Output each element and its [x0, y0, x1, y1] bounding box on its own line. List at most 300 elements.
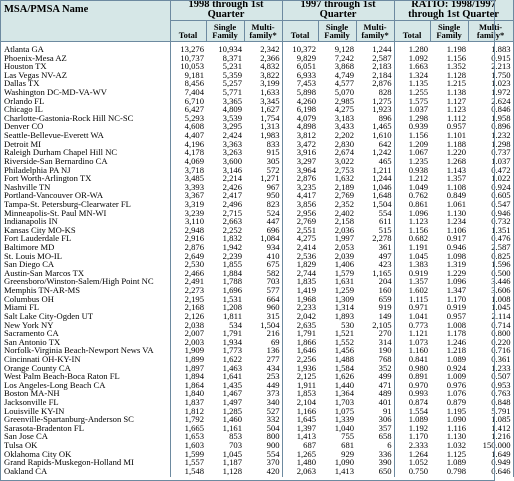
- cell-1998-single: 1,811: [222, 310, 242, 321]
- cell-ratio-total: 0.682: [408, 233, 429, 244]
- cell-ratio-multi: 3.446: [468, 277, 513, 286]
- cell-1997-total: 1,646: [296, 345, 317, 356]
- cell-ratio-multi: 0.800: [468, 329, 513, 338]
- cell-1998-total: 3,393: [184, 181, 204, 192]
- cell-1997-total: 1,397: [296, 422, 317, 433]
- cell-msa-name: Cincinnati OH-KY-IN: [0, 355, 170, 364]
- cell-ratio-single: 1.061: [446, 198, 467, 209]
- cell-1997-multi: 1,244: [356, 174, 394, 183]
- cell-ratio-single: 1.234: [446, 216, 467, 227]
- cell-msa-name: Oklahoma City OK: [0, 450, 170, 459]
- cell-1998-multi: 934: [244, 243, 282, 252]
- cell-1998-multi: 332: [244, 415, 282, 424]
- cell-1998-single: 1,641: [222, 371, 242, 382]
- cell-1997-total: 1,419: [296, 285, 317, 296]
- cell-1997-single: 1,090: [334, 457, 355, 468]
- cell-1998-single: 1,934: [222, 336, 242, 347]
- cell-ratio-single: 0.957: [446, 121, 467, 132]
- cell-1997-multi: 1,923: [356, 105, 394, 114]
- cell-msa-name: Fort Worth-Arlington TX: [0, 174, 170, 183]
- cell-ratio-single: 1.096: [446, 276, 467, 287]
- cell-1997-total: 6,051: [296, 61, 317, 72]
- cell-ratio-total: 0.773: [408, 319, 429, 330]
- cell-ratio-multi: 0.846: [468, 105, 513, 114]
- cell-1998-single: 2,417: [222, 190, 242, 201]
- cell-1997-single: 2,830: [334, 138, 355, 149]
- cell-ratio-multi: 0.737: [468, 148, 513, 157]
- cell-1998-single: 5,257: [222, 78, 242, 89]
- cell-1998-multi: 305: [244, 157, 282, 166]
- cell-1997-single: 1,075: [334, 405, 355, 416]
- cell-ratio-single: 1.116: [447, 422, 467, 433]
- cell-1997-single: 1,456: [334, 345, 355, 356]
- cell-msa-name: Washington DC-MD-VA-WV: [0, 88, 170, 97]
- cell-msa-name: Sacramento CA: [0, 329, 170, 338]
- cell-msa-name: Philadelphia PA NJ: [0, 166, 170, 175]
- cell-msa-name: Columbus OH: [0, 295, 170, 304]
- cell-1998-total: 1,548: [184, 465, 204, 476]
- cell-1998-single: 2,426: [222, 181, 242, 192]
- cell-1998-multi: 2,342: [244, 42, 282, 54]
- cell-ratio-single: 0.976: [446, 379, 467, 390]
- cell-1998-total: 4,608: [184, 121, 204, 132]
- cell-ratio-total: 1.092: [408, 52, 429, 63]
- cell-1998-single: 853: [229, 431, 242, 442]
- cell-1998-total: 2,003: [184, 336, 204, 347]
- cell-1998-total: 2,007: [184, 328, 204, 339]
- cell-ratio-single: 1.123: [446, 104, 467, 115]
- cell-ratio-total: 0.891: [408, 371, 429, 382]
- cell-1997-single: 1,552: [334, 336, 355, 347]
- cell-1997-total: 2,414: [296, 242, 317, 253]
- cell-1997-single: 1,631: [334, 276, 355, 287]
- cell-1997-total: 1,911: [297, 379, 317, 390]
- cell-msa-name: San Diego CA: [0, 260, 170, 269]
- cell-msa-name: Greenville-Spartanburg-Anderson SC: [0, 415, 170, 424]
- header-1997-single: Single Family: [318, 21, 356, 42]
- cell-1998-total: 10,737: [180, 52, 204, 63]
- cell-1998-total: 1,653: [184, 431, 204, 442]
- cell-1997-total: 6,933: [296, 69, 317, 80]
- cell-1998-single: 1,773: [222, 345, 242, 356]
- cell-1997-multi: 1,244: [356, 42, 394, 54]
- cell-1998-total: 1,792: [184, 414, 204, 425]
- cell-1998-multi: 823: [244, 200, 282, 209]
- cell-1998-single: 3,600: [222, 155, 242, 166]
- header-1997: 1997 through 1st Quarter: [282, 0, 394, 21]
- cell-1997-total: 1,968: [296, 293, 317, 304]
- cell-1998-single: 2,663: [222, 216, 242, 227]
- cell-1997-single: 1,040: [334, 422, 355, 433]
- cell-1997-single: 2,402: [334, 207, 355, 218]
- cell-ratio-single: 1.218: [446, 345, 467, 356]
- cell-1997-single: 3,022: [334, 155, 355, 166]
- cell-ratio-total: 0.762: [408, 190, 429, 201]
- cell-1998-single: 1,791: [222, 328, 242, 339]
- cell-1997-single: 1,626: [334, 371, 355, 382]
- cell-1998-multi: 253: [244, 372, 282, 381]
- cell-1997-total: 6,198: [296, 104, 317, 115]
- cell-1997-multi: 6: [356, 441, 394, 450]
- cell-1998-total: 1,812: [184, 405, 204, 416]
- cell-ratio-total: 1.096: [408, 207, 429, 218]
- cell-1998-total: 1,599: [184, 448, 204, 459]
- cell-1998-multi: 577: [244, 286, 282, 295]
- cell-ratio-multi: 1.883: [468, 42, 513, 54]
- cell-1998-single: 1,045: [222, 448, 242, 459]
- cell-ratio-multi: 0.949: [468, 458, 513, 467]
- cell-1997-single: 2,985: [334, 95, 355, 106]
- cell-msa-name: Salt Lake City-Ogden UT: [0, 312, 170, 321]
- cell-ratio-multi: 5.791: [468, 407, 513, 416]
- cell-1997-total: 3,812: [296, 130, 317, 141]
- cell-msa-name: New York NY: [0, 321, 170, 330]
- cell-1997-multi: 658: [356, 432, 394, 441]
- cell-1997-single: 2,053: [334, 242, 355, 253]
- cell-ratio-multi: 1.216: [468, 432, 513, 441]
- cell-1997-total: 2,125: [296, 371, 317, 382]
- cell-1998-multi: 420: [244, 467, 282, 478]
- cell-1998-single: 1,497: [222, 396, 242, 407]
- cell-1998-single: 5,771: [222, 87, 242, 98]
- cell-ratio-single: 1.089: [446, 353, 467, 364]
- cell-1998-multi: 582: [244, 269, 282, 278]
- cell-ratio-single: 1.125: [446, 448, 467, 459]
- cell-1998-multi: 960: [244, 303, 282, 312]
- cell-ratio-multi: 1.037: [468, 157, 513, 166]
- cell-1998-multi: 664: [244, 295, 282, 304]
- cell-ratio-total: 0.993: [408, 388, 429, 399]
- cell-1997-single: 2,158: [334, 216, 355, 227]
- cell-1998-total: 3,239: [184, 207, 204, 218]
- cell-ratio-single: 1.090: [446, 414, 467, 425]
- cell-ratio-total: 0.861: [408, 198, 429, 209]
- cell-1997-single: 3,433: [334, 121, 355, 132]
- cell-ratio-single: 1.347: [446, 285, 467, 296]
- cell-1997-total: 2,104: [296, 396, 317, 407]
- cell-1998-multi: 703: [244, 277, 282, 286]
- cell-1998-total: 2,195: [184, 293, 204, 304]
- cell-msa-name: Louisville KY-IN: [0, 407, 170, 416]
- cell-1997-total: 4,898: [296, 121, 317, 132]
- cell-1998-total: 1,837: [184, 396, 204, 407]
- cell-1997-total: 1,829: [296, 259, 317, 270]
- cell-1998-multi: 410: [244, 252, 282, 261]
- cell-ratio-multi: 1.412: [468, 424, 513, 433]
- cell-msa-name: Phoenix-Mesa AZ: [0, 54, 170, 63]
- cell-msa-name: Fort Lauderdale FL: [0, 234, 170, 243]
- cell-1997-multi: 2,587: [356, 54, 394, 63]
- cell-1997-multi: 828: [356, 88, 394, 97]
- cell-1998-single: 3,295: [222, 121, 242, 132]
- cell-ratio-total: 0.919: [408, 267, 429, 278]
- cell-1997-multi: 515: [356, 226, 394, 235]
- cell-1998-total: 2,916: [184, 233, 204, 244]
- cell-ratio-multi: 0.924: [468, 183, 513, 192]
- cell-ratio-single: 1.032: [446, 440, 467, 451]
- cell-1997-single: 4,275: [334, 104, 355, 115]
- cell-msa-name: Riverside-San Bernardino CA: [0, 157, 170, 166]
- cell-1997-multi: 896: [356, 114, 394, 123]
- cell-1998-multi: 1,983: [244, 131, 282, 140]
- cell-ratio-single: 1.198: [446, 44, 467, 54]
- cell-1998-total: 10,053: [180, 61, 204, 72]
- cell-1998-single: 2,424: [222, 130, 242, 141]
- cell-ratio-single: 1.130: [446, 207, 467, 218]
- cell-1998-single: 4,809: [222, 104, 242, 115]
- cell-1997-single: 7,242: [334, 52, 355, 63]
- cell-1997-single: 1,440: [334, 379, 355, 390]
- cell-msa-name: Houston TX: [0, 62, 170, 71]
- cell-1997-total: 1,480: [296, 457, 317, 468]
- cell-1998-single: 1,161: [222, 422, 242, 433]
- cell-1998-multi: 340: [244, 398, 282, 407]
- cell-ratio-total: 1.115: [409, 293, 429, 304]
- cell-1997-single: 4,577: [334, 78, 355, 89]
- cell-1998-single: 3,363: [222, 138, 242, 149]
- cell-1998-multi: 3,345: [244, 97, 282, 106]
- cell-1998-total: 2,876: [184, 242, 204, 253]
- cell-1997-single: 1,406: [334, 259, 355, 270]
- cell-1997-total: 1,835: [296, 276, 317, 287]
- cell-msa-name: Dallas TX: [0, 79, 170, 88]
- cell-ratio-multi: 0.714: [468, 321, 513, 330]
- cell-ratio-single: 1.156: [446, 52, 467, 63]
- cell-1998-multi: 915: [244, 148, 282, 157]
- cell-1997-multi: 919: [356, 303, 394, 312]
- cell-1997-single: 2,036: [334, 224, 355, 235]
- cell-1998-total: 13,276: [180, 44, 204, 54]
- cell-1997-single: 9,128: [334, 44, 355, 54]
- cell-ratio-total: 1.045: [408, 250, 429, 261]
- cell-1997-total: 4,417: [296, 190, 317, 201]
- cell-ratio-total: 1.383: [408, 259, 429, 270]
- cell-1998-single: 1,467: [222, 388, 242, 399]
- cell-1997-single: 1,893: [334, 310, 355, 321]
- cell-1998-single: 1,942: [222, 242, 242, 253]
- cell-1998-multi: 1,504: [244, 321, 282, 330]
- cell-1998-total: 4,069: [184, 155, 204, 166]
- cell-ratio-single: 1.246: [446, 336, 467, 347]
- cell-ratio-single: 1.106: [446, 224, 467, 235]
- cell-1998-multi: 3,822: [244, 71, 282, 80]
- cell-1998-single: 1,435: [222, 379, 242, 390]
- cell-msa-name: Atlanta GA: [0, 42, 170, 54]
- cell-msa-name: Detroit MI: [0, 140, 170, 149]
- cell-1998-total: 1,899: [184, 353, 204, 364]
- cell-1997-single: 2,769: [334, 190, 355, 201]
- cell-1997-single: 1,413: [334, 465, 355, 476]
- cell-1997-total: 3,297: [296, 155, 317, 166]
- cell-1998-multi: 447: [244, 217, 282, 226]
- cell-1997-multi: 489: [356, 389, 394, 398]
- cell-1998-single: 2,715: [222, 207, 242, 218]
- cell-ratio-multi: 1.085: [468, 415, 513, 424]
- cell-1997-multi: 357: [356, 424, 394, 433]
- cell-ratio-total: 0.874: [408, 396, 429, 407]
- cell-1997-multi: 91: [356, 407, 394, 416]
- cell-1998-total: 1,909: [184, 345, 204, 356]
- cell-1997-total: 2,063: [296, 465, 317, 476]
- cell-1997-multi: 352: [356, 364, 394, 373]
- cell-1998-single: 1,788: [222, 276, 242, 287]
- cell-1998-total: 2,491: [184, 276, 204, 287]
- cell-1997-total: 3,916: [296, 147, 317, 158]
- cell-1998-total: 2,948: [184, 224, 204, 235]
- cell-1997-single: 2,039: [334, 250, 355, 261]
- cell-1998-single: 10,934: [218, 44, 242, 54]
- cell-ratio-total: 1.235: [408, 155, 429, 166]
- cell-ratio-single: 1.170: [446, 293, 467, 304]
- cell-1998-single: 2,214: [222, 173, 242, 184]
- cell-ratio-single: 1.357: [446, 173, 467, 184]
- cell-1997-total: 2,233: [296, 302, 317, 313]
- cell-ratio-total: 1.191: [408, 242, 429, 253]
- cell-ratio-total: 1.156: [408, 224, 429, 235]
- cell-1997-total: 1,936: [296, 362, 317, 373]
- cell-msa-name: Grand Rapids-Muskegon-Holland MI: [0, 458, 170, 467]
- cell-1998-single: 1,208: [222, 302, 242, 313]
- cell-ratio-multi: 1.972: [468, 88, 513, 97]
- cell-ratio-multi: 0.953: [468, 381, 513, 390]
- cell-1998-total: 2,126: [184, 310, 204, 321]
- cell-ratio-total: 0.939: [408, 121, 429, 132]
- cell-ratio-multi: 0.547: [468, 200, 513, 209]
- cell-1997-single: 1,997: [334, 233, 355, 244]
- cell-1998-single: 1,463: [222, 362, 242, 373]
- cell-1997-multi: 497: [356, 252, 394, 261]
- cell-ratio-total: 1.073: [408, 336, 429, 347]
- cell-ratio-single: 0.849: [446, 190, 467, 201]
- cell-1997-single: 4,749: [334, 69, 355, 80]
- cell-1997-total: 2,551: [296, 224, 317, 235]
- cell-1997-multi: 204: [356, 277, 394, 286]
- cell-1997-single: 1,259: [334, 285, 355, 296]
- cell-1998-total: 1,665: [184, 422, 204, 433]
- cell-ratio-multi: 0.476: [468, 234, 513, 243]
- cell-ratio-total: 1.052: [408, 457, 429, 468]
- cell-1998-single: 2,239: [222, 250, 242, 261]
- cell-1997-total: 9,829: [296, 52, 317, 63]
- cell-ratio-single: 1.009: [446, 371, 467, 382]
- cell-msa-name: Denver CO: [0, 122, 170, 131]
- cell-1998-total: 1,840: [184, 388, 204, 399]
- cell-1997-multi: 650: [356, 467, 394, 478]
- cell-msa-name: San Antonio TX: [0, 338, 170, 347]
- cell-1997-multi: 768: [356, 355, 394, 364]
- cell-1998-single: 1,884: [222, 267, 242, 278]
- cell-1997-single: 755: [341, 431, 355, 442]
- cell-1997-single: 2,674: [334, 147, 355, 158]
- cell-ratio-total: 1.049: [408, 181, 429, 192]
- cell-1998-multi: 1,084: [244, 234, 282, 243]
- cell-1997-multi: 2,876: [356, 79, 394, 88]
- cell-1998-multi: 373: [244, 389, 282, 398]
- cell-1998-total: 6,427: [184, 104, 204, 115]
- cell-1998-single: 1,855: [222, 259, 242, 270]
- cell-msa-name: Boston MA-NH: [0, 389, 170, 398]
- cell-1997-multi: 2,183: [356, 62, 394, 71]
- cell-1998-single: 1,622: [222, 353, 242, 364]
- cell-ratio-single: 1.178: [446, 328, 467, 339]
- cell-1997-multi: 642: [356, 140, 394, 149]
- cell-1998-total: 7,404: [184, 87, 204, 98]
- cell-1998-multi: 833: [244, 140, 282, 149]
- cell-1997-multi: 149: [356, 312, 394, 321]
- cell-1998-single: 2,252: [222, 224, 242, 235]
- cell-ratio-total: 0.970: [408, 379, 429, 390]
- cell-ratio-multi: 1.596: [468, 260, 513, 269]
- cell-msa-name: Raleigh Durham Chapel Hill NC: [0, 148, 170, 157]
- header-1998-total: Total: [170, 21, 206, 42]
- cell-msa-name: Tampa-St. Petersburg-Clearwater FL: [0, 200, 170, 209]
- cell-1997-total: 1,166: [296, 405, 317, 416]
- cell-ratio-multi: 0.500: [468, 269, 513, 278]
- cell-1997-multi: 314: [356, 338, 394, 347]
- cell-ratio-total: 0.971: [408, 302, 429, 313]
- cell-ratio-multi: 0.763: [468, 389, 513, 398]
- cell-msa-name: Norfolk-Virginia Beach-Newport News VA: [0, 346, 170, 355]
- cell-1997-multi: 471: [356, 381, 394, 390]
- cell-ratio-multi: 2.213: [468, 62, 513, 71]
- cell-ratio-single: 0.946: [446, 242, 467, 253]
- cell-ratio-total: 1.192: [408, 422, 429, 433]
- cell-1997-multi: 423: [356, 260, 394, 269]
- cell-msa-name: Austin-San Marcos TX: [0, 269, 170, 278]
- cell-1997-total: 4,079: [296, 112, 317, 123]
- cell-1997-total: 4,260: [296, 95, 317, 106]
- cell-msa-name: Portland-Vancouver OR-WA: [0, 191, 170, 200]
- cell-1997-total: 2,876: [296, 173, 317, 184]
- cell-ratio-multi: 0.507: [468, 372, 513, 381]
- cell-1997-multi: 1,465: [356, 122, 394, 131]
- cell-1997-multi: 1,504: [356, 200, 394, 209]
- cell-1997-multi: 1,046: [356, 183, 394, 192]
- cell-1998-total: 2,168: [184, 302, 204, 313]
- cell-1998-total: 1,557: [184, 457, 204, 468]
- cell-1997-total: 1,413: [296, 431, 317, 442]
- cell-ratio-single: 0.798: [446, 465, 467, 476]
- cell-1998-multi: 554: [244, 450, 282, 459]
- cell-1998-total: 5,293: [184, 112, 204, 123]
- cell-ratio-single: 1.101: [446, 130, 467, 141]
- header-1997-multi: Multi-family*: [356, 21, 394, 42]
- cell-1997-multi: 336: [356, 450, 394, 459]
- cell-1998-multi: 1,627: [244, 105, 282, 114]
- cell-ratio-single: 0.919: [446, 302, 467, 313]
- cell-ratio-total: 0.841: [408, 353, 429, 364]
- cell-1998-total: 2,273: [184, 285, 204, 296]
- cell-1997-multi: 401: [356, 398, 394, 407]
- cell-ratio-total: 1.209: [408, 138, 429, 149]
- cell-1998-total: 1,864: [184, 379, 204, 390]
- cell-ratio-single: 1.008: [446, 319, 467, 330]
- cell-1997-total: 2,256: [296, 353, 317, 364]
- cell-1998-total: 1,897: [184, 362, 204, 373]
- cell-1998-total: 9,181: [184, 69, 204, 80]
- cell-msa-name: Minneapolis-St. Paul MN-WI: [0, 209, 170, 218]
- cell-msa-name: Jacksonville FL: [0, 398, 170, 407]
- cell-ratio-multi: 1.351: [468, 226, 513, 235]
- cell-1997-multi: 2,105: [356, 321, 394, 330]
- cell-1997-single: 2,352: [334, 198, 355, 209]
- cell-msa-name: Kansas City MO-KS: [0, 226, 170, 235]
- cell-1998-multi: 434: [244, 364, 282, 373]
- cell-ratio-total: 1.160: [408, 345, 429, 356]
- cell-1997-single: 530: [341, 319, 355, 330]
- cell-ratio-single: 1.130: [446, 431, 467, 442]
- cell-1997-single: 2,189: [334, 181, 355, 192]
